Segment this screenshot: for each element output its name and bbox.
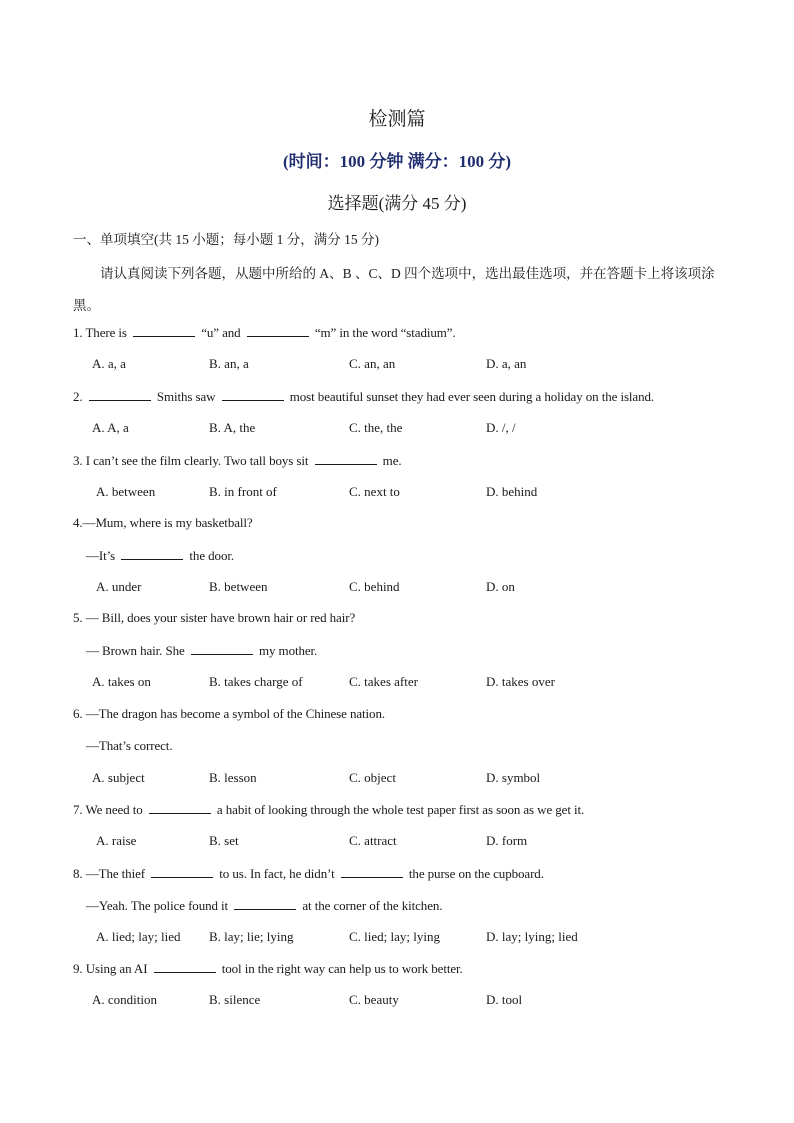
option-d: D. form — [486, 833, 528, 848]
question-8-line-1 — [73, 865, 544, 882]
question-text: the door. — [186, 548, 235, 563]
option-d: D. a, an — [486, 356, 527, 371]
option-b: B. between — [209, 579, 268, 594]
option-a: A. between — [96, 484, 156, 499]
question-text: —Yeah. The police found it — [86, 898, 232, 913]
option-a: A. raise — [96, 833, 137, 848]
question-text: 5. — Bill, does your sister have brown hair or red hair? — [73, 610, 356, 625]
answer-blank — [315, 452, 377, 465]
question-text: 3. I can’t see the film clearly. Two tall boys sit — [73, 453, 312, 468]
option-c: C. behind — [349, 579, 400, 594]
option-c: C. attract — [349, 833, 397, 848]
option-c: C. takes after — [349, 674, 418, 689]
answer-blank — [151, 865, 213, 878]
question-text: the purse on the cupboard. — [405, 866, 544, 881]
question-text: 8. —The thief — [73, 866, 149, 881]
question-text: tool in the right way can help us to work better. — [218, 961, 463, 976]
option-d: D. on — [486, 579, 515, 594]
option-c: C. an, an — [349, 356, 396, 371]
option-b: B. in front of — [209, 484, 277, 499]
section-title: 选择题(满分 45 分) — [327, 194, 467, 213]
option-a: A. lied; lay; lied — [96, 929, 181, 944]
answer-blank — [222, 388, 284, 401]
question-text: most beautiful sunset they had ever seen during a holiday on the island. — [286, 389, 655, 404]
answer-blank — [234, 897, 296, 910]
exam-time-score: (时间：100 分钟 满分：100 分) — [282, 152, 512, 171]
question-text: —It’s — [86, 548, 119, 563]
answer-blank — [154, 960, 216, 973]
question-3-line-1 — [73, 452, 402, 469]
question-text: “u” and — [198, 325, 244, 340]
option-b: B. set — [209, 833, 239, 848]
answer-blank — [133, 324, 195, 337]
question-4-line-2 — [86, 547, 234, 564]
option-b: B. takes charge of — [209, 674, 303, 689]
question-text: Smiths saw — [153, 389, 219, 404]
option-b: B. lay; lie; lying — [209, 929, 294, 944]
question-6-line-2 — [86, 738, 172, 754]
question-8-line-2 — [86, 897, 442, 914]
option-b: B. A, the — [209, 420, 256, 435]
question-2-line-1 — [73, 388, 654, 405]
answer-blank — [191, 642, 253, 655]
question-7-line-1 — [73, 801, 584, 818]
option-b: B. silence — [209, 992, 261, 1007]
option-b: B. an, a — [209, 356, 249, 371]
question-1-line-1 — [73, 324, 456, 341]
page-title: 检测篇 — [368, 109, 426, 130]
question-text: 7. We need to — [73, 802, 146, 817]
instructions: 请认真阅读下列各题，从题中所给的 A、B 、C、D 四个选项中，选出最佳选项，并在答题卡上将该项涂黑。 — [73, 266, 715, 313]
question-5-line-1 — [73, 610, 355, 626]
question-5-line-2 — [86, 642, 317, 659]
option-d: D. tool — [486, 992, 523, 1007]
answer-blank — [341, 865, 403, 878]
question-text: a habit of looking through the whole test paper first as soon as we get it. — [213, 802, 585, 817]
option-a: A. a, a — [92, 356, 126, 371]
question-text: — Brown hair. She — [86, 643, 188, 658]
option-a: A. under — [96, 579, 142, 594]
answer-blank — [89, 388, 151, 401]
question-text: 2. — [73, 389, 86, 404]
answer-blank — [121, 547, 183, 560]
option-c: C. the, the — [349, 420, 403, 435]
question-text: me. — [379, 453, 402, 468]
option-d: D. takes over — [486, 674, 555, 689]
option-c: C. next to — [349, 484, 400, 499]
question-9-line-1 — [73, 960, 463, 977]
option-a: A. A, a — [92, 420, 129, 435]
question-text: to us. In fact, he didn’t — [216, 866, 338, 881]
option-d: D. lay; lying; lied — [486, 929, 578, 944]
answer-blank — [247, 324, 309, 337]
question-text: 6. —The dragon has become a symbol of the Chinese nation. — [73, 706, 386, 721]
option-b: B. lesson — [209, 770, 257, 785]
option-c: C. beauty — [349, 992, 399, 1007]
part-heading: 一、单项填空(共 15 小题；每小题 1 分，满分 15 分) — [73, 232, 379, 247]
option-d: D. /, / — [486, 420, 516, 435]
question-4-line-1 — [73, 515, 253, 531]
question-text: “m” in the word “stadium”. — [311, 325, 456, 340]
question-text: 1. There is — [73, 325, 131, 340]
option-d: D. symbol — [486, 770, 541, 785]
question-text: at the corner of the kitchen. — [299, 898, 443, 913]
option-d: D. behind — [486, 484, 538, 499]
question-text: —That’s correct. — [86, 738, 173, 753]
option-a: A. condition — [92, 992, 157, 1007]
question-text: 4.—Mum, where is my basketball? — [73, 515, 253, 530]
option-a: A. takes on — [92, 674, 151, 689]
answer-blank — [149, 801, 211, 814]
question-6-line-1 — [73, 706, 385, 722]
option-c: C. lied; lay; lying — [349, 929, 440, 944]
option-c: C. object — [349, 770, 396, 785]
question-text: 9. Using an AI — [73, 961, 151, 976]
option-a: A. subject — [92, 770, 145, 785]
question-text: my mother. — [255, 643, 318, 658]
